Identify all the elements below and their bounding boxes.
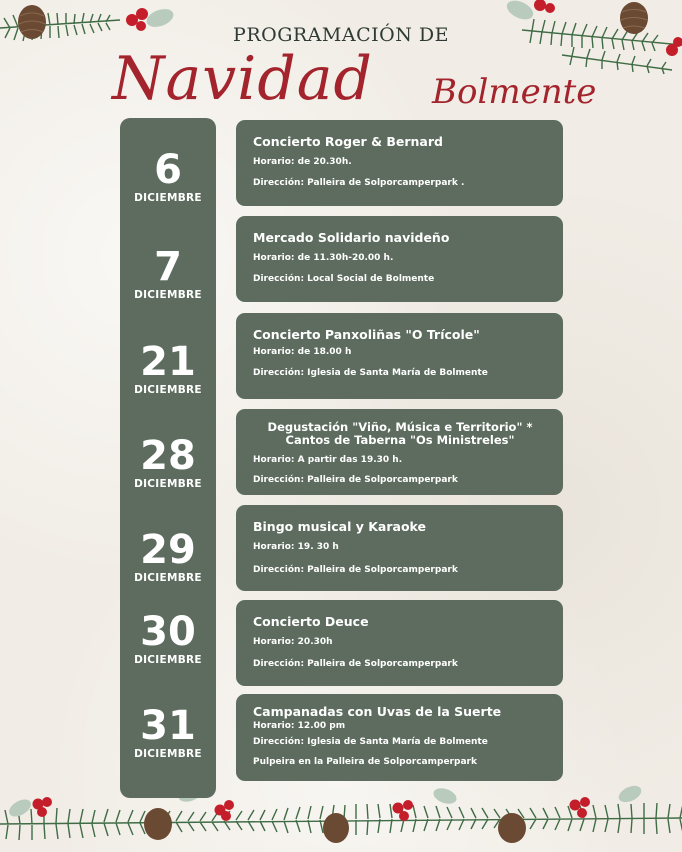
event-title: Concierto Deuce: [253, 614, 369, 629]
event-card: [236, 505, 563, 591]
date-day: 21: [140, 339, 196, 385]
date-day: 28: [140, 433, 196, 479]
date-block: [120, 610, 216, 666]
date-day: 29: [140, 527, 196, 573]
date-day: 30: [140, 609, 196, 655]
event-address: Dirección: Palleira de Solporcamperpark: [253, 659, 458, 669]
date-month: DICIEMBRE: [134, 572, 202, 584]
date-month: DICIEMBRE: [134, 748, 202, 760]
event-title: Concierto Panxoliñas "O Trícole": [253, 327, 480, 342]
event-card: [236, 313, 563, 399]
date-block: [120, 148, 216, 204]
header-location: Bolmente: [432, 72, 597, 112]
event-card: [236, 694, 563, 781]
event-schedule: Horario: de 11.30h-20.00 h.: [253, 253, 394, 263]
event-title: Concierto Roger & Bernard: [253, 134, 443, 149]
date-block: [120, 528, 216, 584]
header-subtitle: PROGRAMACIÓN DE: [233, 24, 449, 46]
date-month: DICIEMBRE: [134, 289, 202, 301]
event-schedule: Horario: de 20.30h.: [253, 157, 352, 167]
eucalyptus-leaf-icon: [6, 783, 644, 820]
date-column: [120, 118, 216, 798]
date-day: 7: [154, 244, 182, 290]
event-extra-note: Pulpeira en la Palleira de Solporcamperpark: [253, 757, 477, 767]
event-address: Dirección: Palleira de Solporcamperpark .: [253, 178, 465, 188]
event-card: [236, 216, 563, 302]
event-address: Dirección: Local Social de Bolmente: [253, 274, 435, 284]
date-month: DICIEMBRE: [134, 192, 202, 204]
date-month: DICIEMBRE: [134, 654, 202, 666]
event-address: Dirección: Iglesia de Santa María de Bolmente: [253, 368, 488, 378]
date-block: [120, 340, 216, 396]
pine-cone-icon: [144, 808, 526, 843]
event-title: Campanadas con Uvas de la Suerte: [253, 704, 502, 719]
event-schedule: Horario: 19. 30 h: [253, 542, 339, 552]
pine-garland-bottom-icon: [0, 772, 682, 852]
header-title: Navidad: [112, 44, 373, 114]
event-title: Degustación "Viño, Música e Territorio" *: [267, 420, 533, 434]
event-title: Bingo musical y Karaoke: [253, 519, 426, 534]
date-block: [120, 245, 216, 301]
event-card: [236, 120, 563, 206]
event-card: [236, 409, 563, 495]
date-block: [120, 434, 216, 490]
event-title: Mercado Solidario navideño: [253, 230, 450, 245]
date-day: 6: [154, 147, 182, 193]
event-card: [236, 600, 563, 686]
event-schedule: Horario: A partir das 19.30 h.: [253, 455, 403, 465]
event-schedule: Horario: 12.00 pm: [253, 721, 346, 731]
date-block: [120, 704, 216, 760]
date-month: DICIEMBRE: [134, 384, 202, 396]
event-schedule: Horario: 20.30h: [253, 637, 333, 647]
date-day: 31: [140, 703, 196, 749]
event-title-line-2: Cantos de Taberna "Os Ministreles": [285, 433, 515, 447]
event-address: Dirección: Palleira de Solporcamperpark: [253, 475, 458, 485]
event-address: Dirección: Palleira de Solporcamperpark: [253, 565, 458, 575]
date-month: DICIEMBRE: [134, 478, 202, 490]
event-address: Dirección: Iglesia de Santa María de Bolmente: [253, 737, 488, 747]
event-schedule: Horario: de 18.00 h: [253, 347, 352, 357]
